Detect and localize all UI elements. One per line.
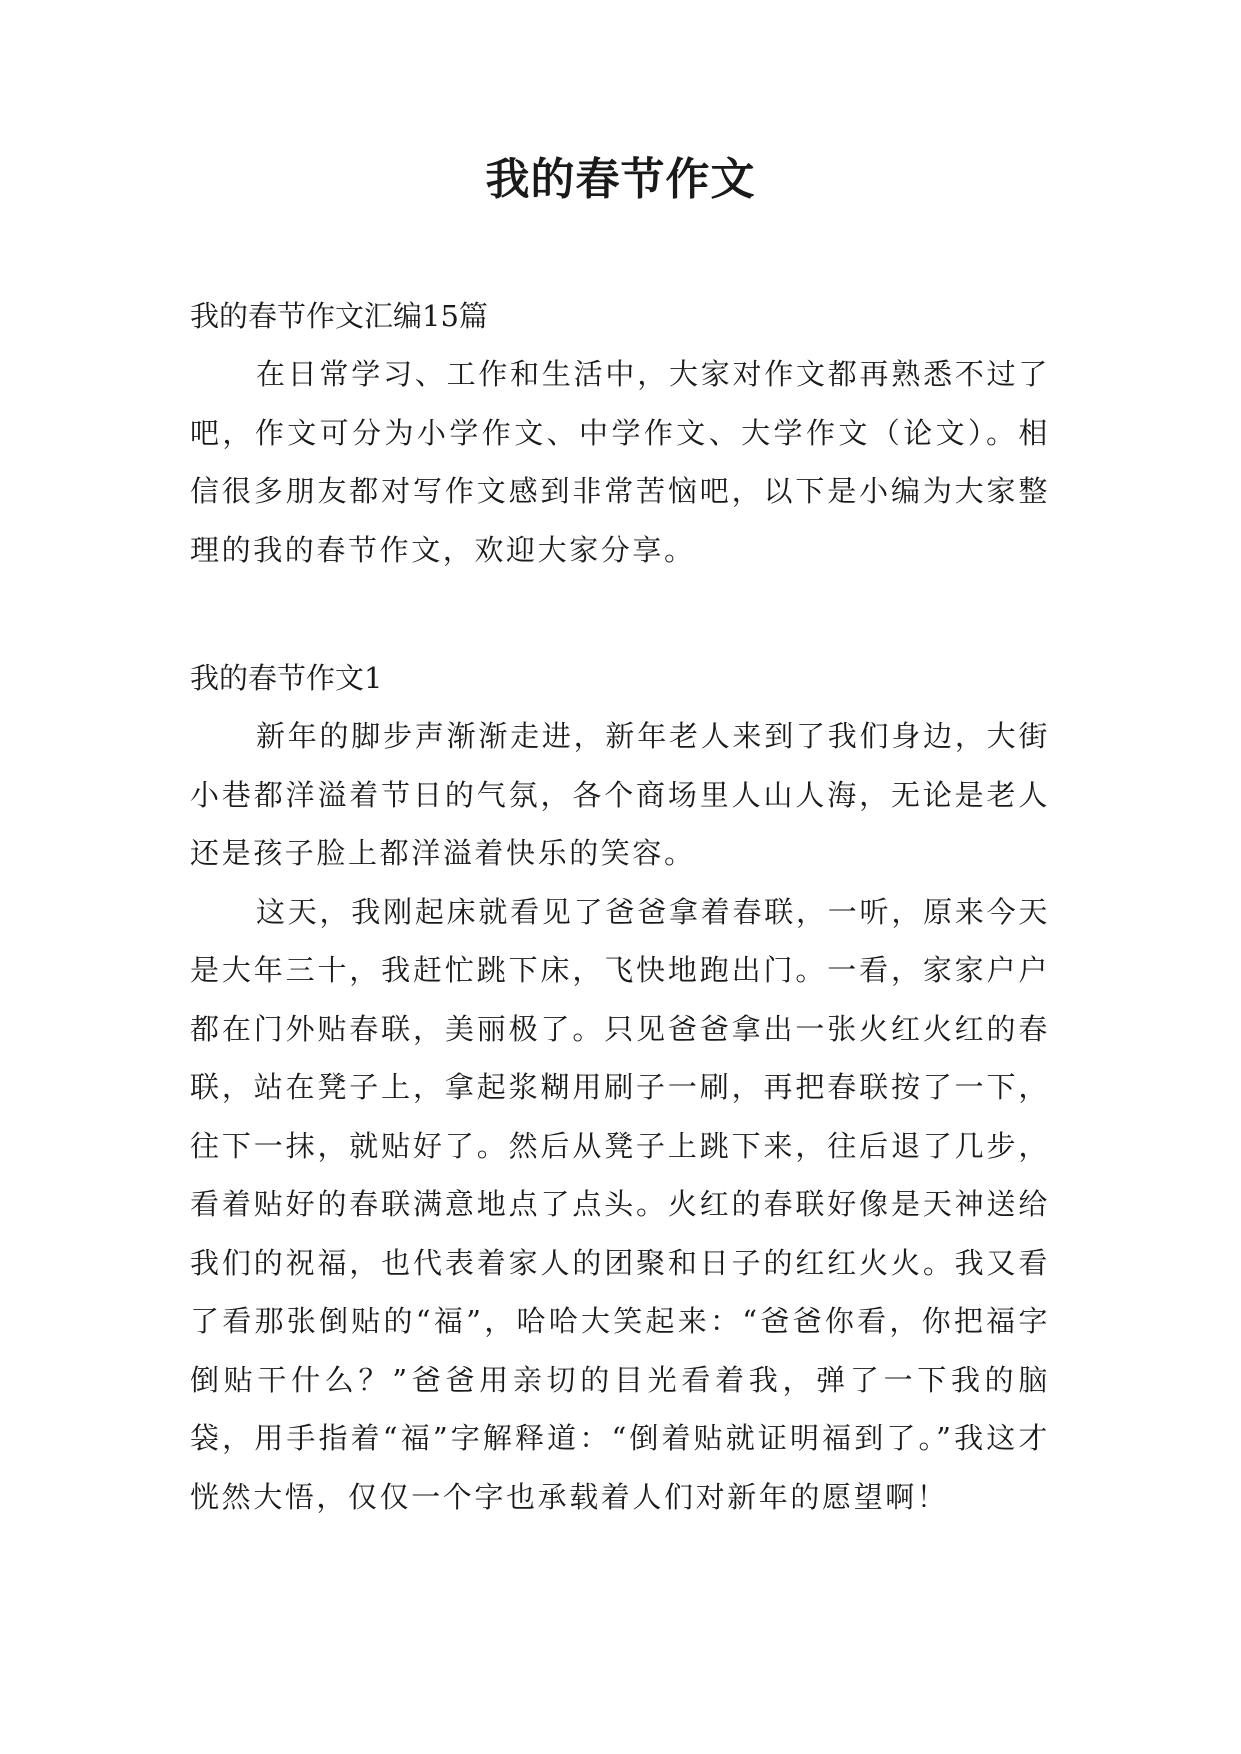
document-body (190, 287, 1050, 1526)
section-spacer (190, 579, 1050, 649)
essay-1-heading: 我的春节作文1 (190, 661, 383, 695)
intro-paragraph: 在日常学习、工作和生活中，大家对作文都再熟悉不过了吧，作文可分为小学作文、中学作文、大学作文（论文）。相信很多朋友都对写作文感到非常苦恼吧，以下是小编为大家整理的我的春节作文，欢迎大家分享。 (190, 357, 1050, 567)
essay-1-paragraph-1: 新年的脚步声渐渐走进，新年老人来到了我们身边，大街小巷都洋溢着节日的气氛，各个商场里人山人海，无论是老人还是孩子脸上都洋溢着快乐的笑容。 (190, 719, 1050, 870)
essay-1-paragraph-2: 这天，我刚起床就看见了爸爸拿着春联，一听，原来今天是大年三十，我赶忙跳下床，飞快地跑出门。一看，家家户户都在门外贴春联，美丽极了。只见爸爸拿出一张火红火红的春联，站在凳子上，拿起浆糊用刷子一刷，再把春联按了一下，往下一抹，就贴好了。然后从凳子上跳下来，往后退了几步，看着贴好的春联满意地点了点头。火红的春联好像是天神送给我们的祝福，也代表着家人的团聚和日子的红红火火。我又看了看那张倒贴的“福”，哈哈大笑起来：“爸爸你看，你把福字倒贴干什么？”爸爸用亲切的目光看着我，弹了一下我的脑袋，用手指着“福”字解释道：“倒着贴就证明福到了。”我这才恍然大悟，仅仅一个字也承载着人们对新年的愿望啊！ (190, 894, 1050, 1514)
intro-heading: 我的春节作文汇编15篇 (190, 299, 488, 333)
document-title: 我的春节作文 (485, 154, 756, 205)
